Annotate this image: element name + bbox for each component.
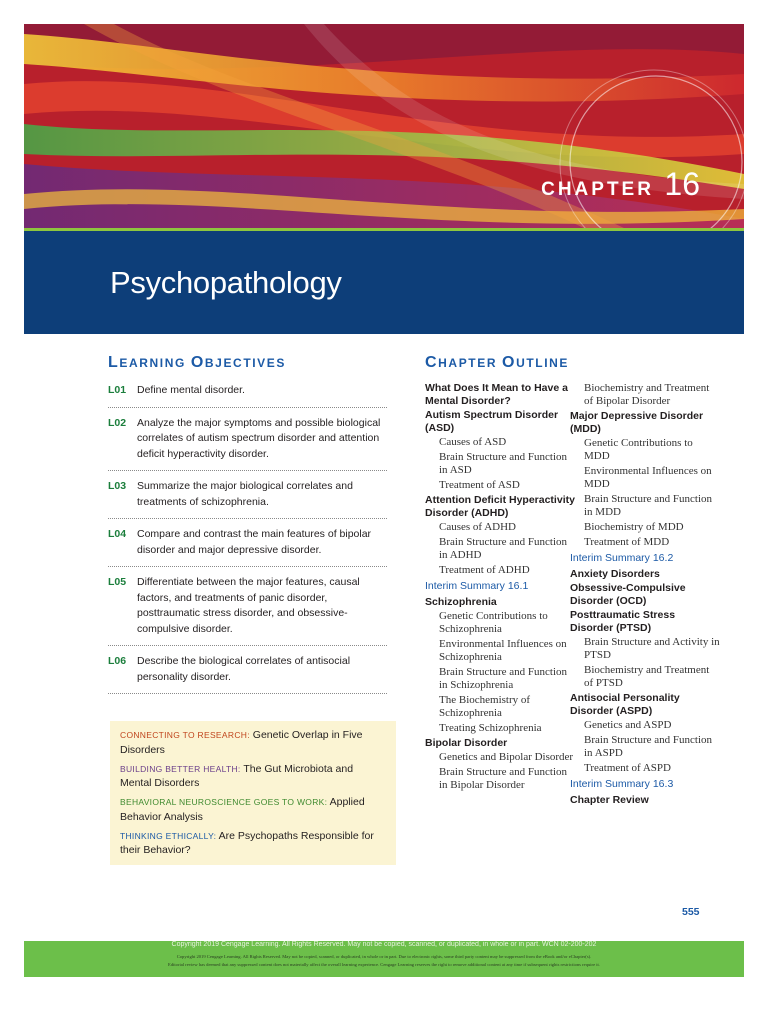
feature-tag: CONNECTING TO RESEARCH: xyxy=(120,730,250,740)
objective-code: L04 xyxy=(108,528,127,540)
outline-subheading: Genetic Contributions to Schizophrenia xyxy=(439,610,548,635)
chapter-word: CHAPTER xyxy=(541,179,654,200)
outline-subheading: Brain Structure and Function in ADHD xyxy=(439,536,568,561)
outline-subheading: The Biochemistry of Schizophrenia xyxy=(439,694,531,719)
outline-heading: What Does It Mean to Have a Mental Disorder? xyxy=(425,382,568,407)
outline-heading: Antisocial Personality Disorder (ASPD) xyxy=(570,692,680,717)
objective-text: Analyze the major symptoms and possible biological correlates of autism spectrum disorder and attention deficit hyperactivity disorder. xyxy=(137,416,381,460)
copyright-line-2: Copyright 2019 Cengage Learning. All Rights Reserved. May not be copied, scanned, or duplicated, in whole or in part. Due to electronic rights, some third party content may be suppressed from the eBook and/or eChapter(s). xyxy=(176,954,592,959)
learning-objective-item xyxy=(108,572,387,646)
feature-title: Are Psychopaths Responsible for their Behavior? xyxy=(120,829,374,856)
chapter-number: 16 xyxy=(664,166,700,202)
objective-code: L03 xyxy=(108,480,127,492)
feature-title: The Gut Microbiota and Mental Disorders xyxy=(120,762,354,789)
outline-heading: Posttraumatic Stress Disorder (PTSD) xyxy=(570,609,676,634)
objective-code: L05 xyxy=(108,576,127,588)
learning-objective-item xyxy=(108,380,387,408)
outline-subheading: Biochemistry and Treatment of Bipolar Disorder xyxy=(584,382,710,407)
outline-interim-summary: Interim Summary 16.1 xyxy=(425,580,529,592)
learning-objective-item xyxy=(108,476,387,519)
outline-subheading: Genetics and ASPD xyxy=(584,719,672,731)
outline-subheading: Causes of ASD xyxy=(439,436,507,448)
objective-text: Compare and contrast the main features of bipolar disorder and major depressive disorder. xyxy=(137,528,372,556)
outline-subheading: Environmental Influences on Schizophrenia xyxy=(439,638,567,663)
objective-text: Differentiate between the major features, causal factors, and treatments of panic disorder, posttraumatic stress disorder, and obsessive-compulsive disorder. xyxy=(137,576,360,635)
outline-interim-summary: Interim Summary 16.2 xyxy=(570,552,674,564)
outline-interim-summary: Interim Summary 16.3 xyxy=(570,778,674,790)
outline-subheading: Treatment of ASPD xyxy=(584,762,671,774)
outline-heading: Attention Deficit Hyperactivity Disorder (ADHD) xyxy=(425,494,575,519)
outline-subheading: Brain Structure and Function in MDD xyxy=(584,493,713,518)
outline-heading: Anxiety Disorders xyxy=(570,568,660,580)
title-band xyxy=(24,231,744,334)
chapter-label xyxy=(541,166,700,203)
objective-code: L01 xyxy=(108,384,127,396)
chapter-title: Psychopathology xyxy=(110,265,342,300)
outline-subheading: Genetics and Bipolar Disorder xyxy=(439,751,574,763)
feature-title: Genetic Overlap in Five Disorders xyxy=(120,729,363,756)
outline-heading: Schizophrenia xyxy=(425,596,497,608)
copyright-line-3: Editorial review has deemed that any suppressed content does not materially affect the overall learning experience. Cengage Learning reserves the right to remove additional content at any time if subsequent rights restrictions require it. xyxy=(168,962,600,967)
learning-objectives-list xyxy=(108,380,387,699)
outline-subheading: Treatment of ASD xyxy=(439,479,520,491)
outline-heading: Chapter Review xyxy=(570,794,649,806)
learning-objective-item xyxy=(108,651,387,694)
objective-code: L06 xyxy=(108,655,127,667)
learning-objective-item xyxy=(108,524,387,567)
outline-subheading: Brain Structure and Function in ASPD xyxy=(584,734,713,759)
outline-subheading: Treatment of ADHD xyxy=(439,564,530,576)
objective-text: Describe the biological correlates of antisocial personality disorder. xyxy=(137,655,351,683)
outline-heading: Major Depressive Disorder (MDD) xyxy=(570,410,704,435)
learning-objectives-heading: LEARNING OBJECTIVES xyxy=(108,354,286,371)
feature-item xyxy=(120,795,386,824)
outline-heading: Bipolar Disorder xyxy=(425,737,508,749)
outline-subheading: Treatment of MDD xyxy=(584,536,670,548)
outline-subheading: Brain Structure and Function in Schizophrenia xyxy=(439,666,568,691)
outline-subheading: Genetic Contributions to MDD xyxy=(584,437,693,462)
feature-item xyxy=(120,762,386,791)
objective-code: L02 xyxy=(108,416,127,429)
feature-tag: BEHAVIORAL NEUROSCIENCE GOES TO WORK: xyxy=(120,797,328,807)
outline-heading: Autism Spectrum Disorder (ASD) xyxy=(425,409,559,434)
feature-tag: BUILDING BETTER HEALTH: xyxy=(120,763,241,774)
learning-objective-item xyxy=(108,413,387,472)
page-number: 555 xyxy=(682,906,700,918)
feature-item xyxy=(120,728,386,757)
feature-box xyxy=(110,721,396,865)
outline-subheading: Biochemistry and Treatment of PTSD xyxy=(584,664,710,689)
feature-tag: THINKING ETHICALLY: xyxy=(120,830,217,841)
objective-text: Define mental disorder. xyxy=(137,384,245,396)
outline-subheading: Brain Structure and Activity in PTSD xyxy=(584,636,720,661)
chapter-outline-heading: CHAPTER OUTLINE xyxy=(425,354,570,371)
outline-subheading: Causes of ADHD xyxy=(439,521,516,533)
objective-text: Summarize the major biological correlates and treatments of schizophrenia. xyxy=(137,480,353,508)
outline-column-2 xyxy=(570,382,720,808)
outline-column-1 xyxy=(425,382,575,794)
copyright-footer xyxy=(24,941,744,977)
outline-subheading: Treating Schizophrenia xyxy=(439,722,542,734)
outline-heading: Obsessive-Compulsive Disorder (OCD) xyxy=(570,582,686,607)
outline-subheading: Environmental Influences on MDD xyxy=(584,465,712,490)
feature-item xyxy=(120,829,386,858)
outline-subheading: Brain Structure and Function in ASD xyxy=(439,451,568,476)
outline-subheading: Biochemistry of MDD xyxy=(584,521,684,533)
outline-subheading: Brain Structure and Function in Bipolar Disorder xyxy=(439,766,568,791)
feature-title: Applied Behavior Analysis xyxy=(120,796,365,823)
copyright-line-1: Copyright 2019 Cengage Learning. All Rights Reserved. May not be copied, scanned, or duplicated, in whole or in part. WCN 02-200-202 xyxy=(171,941,597,948)
chapter-banner-image xyxy=(24,24,744,228)
